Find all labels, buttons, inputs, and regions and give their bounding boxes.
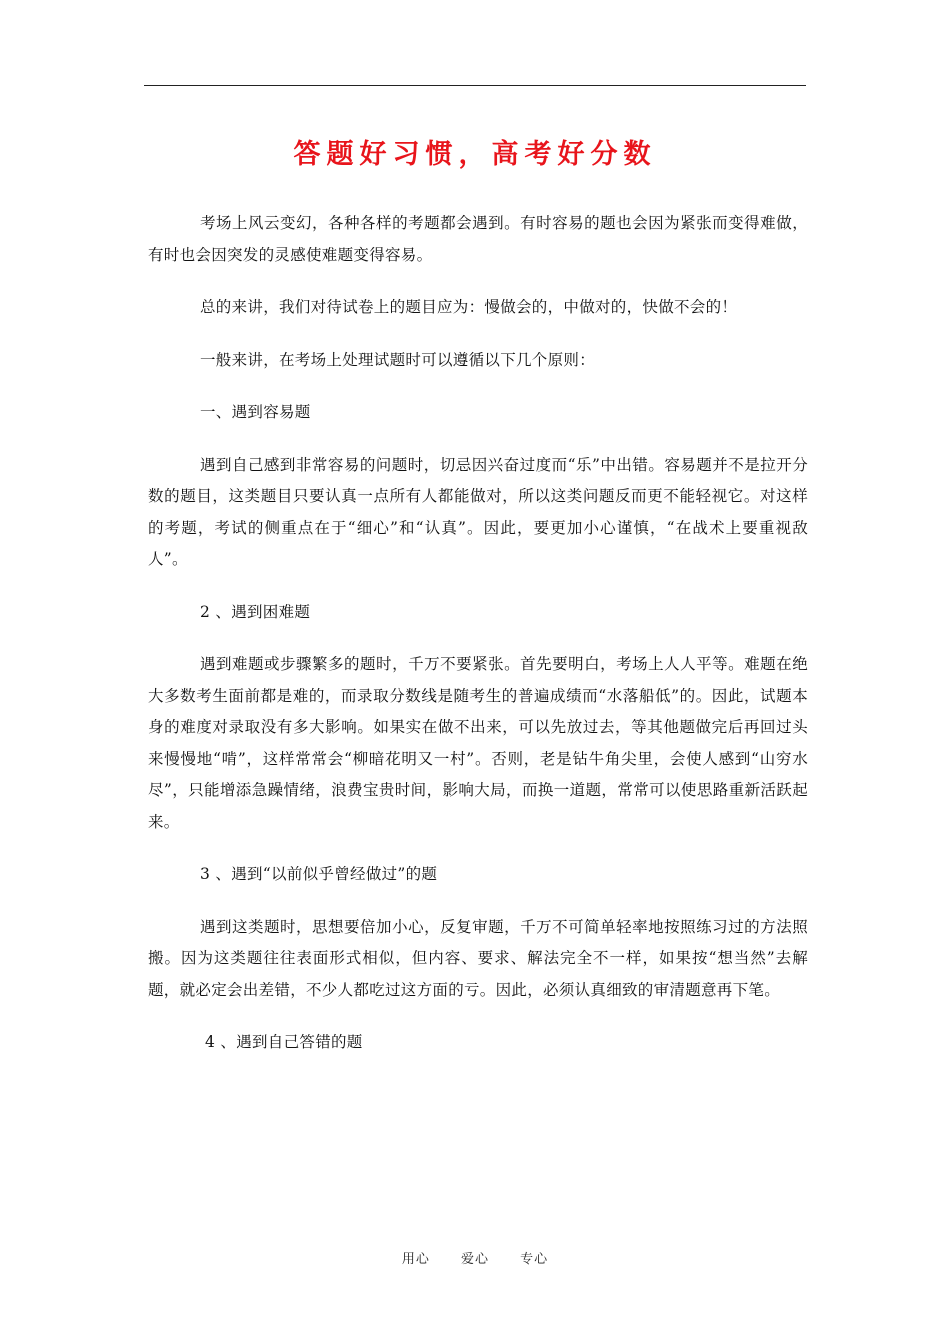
paragraph-intro: 考场上风云变幻，各种各样的考题都会遇到。有时容易的题也会因为紧张而变得难做，有时也会因突发的灵感使难题变得容易。: [148, 214, 808, 264]
section-heading-4: 4 、遇到自己答错的题: [205, 1033, 363, 1051]
section-heading-2: 2 、遇到困难题: [200, 602, 311, 621]
paragraph-summary: 总的来讲，我们对待试卷上的题目应为：慢做会的，中做对的，快做不会的！: [200, 298, 738, 316]
article-body: [148, 208, 808, 1059]
section-heading-1: 一、遇到容易题: [200, 403, 311, 421]
paragraph-familiar-questions: 遇到这类题时，思想要倍加小心，反复审题，千万不可简单轻率地按照练习过的方法照搬。因为这类题往往表面形式相似，但内容、要求、解法完全不一样，如果按“想当然”去解题，就必定会出差错，不少人都吃过这方面的亏。因此，必须认真细致的审清题意再下笔。: [148, 917, 808, 999]
footer-item-1: 用心: [401, 1252, 430, 1267]
footer-item-3: 专心: [520, 1252, 549, 1267]
section-heading-3: 3 、遇到“以前似乎曾经做过”的题: [200, 865, 438, 883]
page-title: 答题好习惯，高考好分数: [293, 139, 657, 170]
paragraph-principles: 一般来讲，在考场上处理试题时可以遵循以下几个原则：: [200, 350, 596, 369]
paragraph-easy-questions: 遇到自己感到非常容易的问题时，切忌因兴奋过度而“乐”中出错。容易题并不是拉开分数的题目，这类题目只要认真一点所有人都能做对，所以这类问题反而更不能轻视它。对这样的考题，考试的侧重点在于“细心”和“认真”。因此，要更加小心谨慎，“在战术上要重视敌人”。: [148, 455, 808, 568]
page-footer: [0, 1248, 950, 1267]
header-rule: [144, 85, 806, 86]
footer-item-2: 爱心: [460, 1252, 489, 1267]
paragraph-hard-questions: 遇到难题或步骤繁多的题时，千万不要紧张。首先要明白，考场上人人平等。难题在绝大多数考生面前都是难的，而录取分数线是随考生的普遍成绩而“水落船低”的。因此，试题本身的难度对录取没有多大影响。如果实在做不出来，可以先放过去，等其他题做完后再回过头来慢慢地“啃”，这样常常会“柳暗花明又一村”。否则，老是钻牛角尖里，会使人感到“山穷水尽”，只能增添急躁情绪，浪费宝贵时间，影响大局，而换一道题，常常可以使思路重新活跃起来。: [148, 655, 808, 831]
